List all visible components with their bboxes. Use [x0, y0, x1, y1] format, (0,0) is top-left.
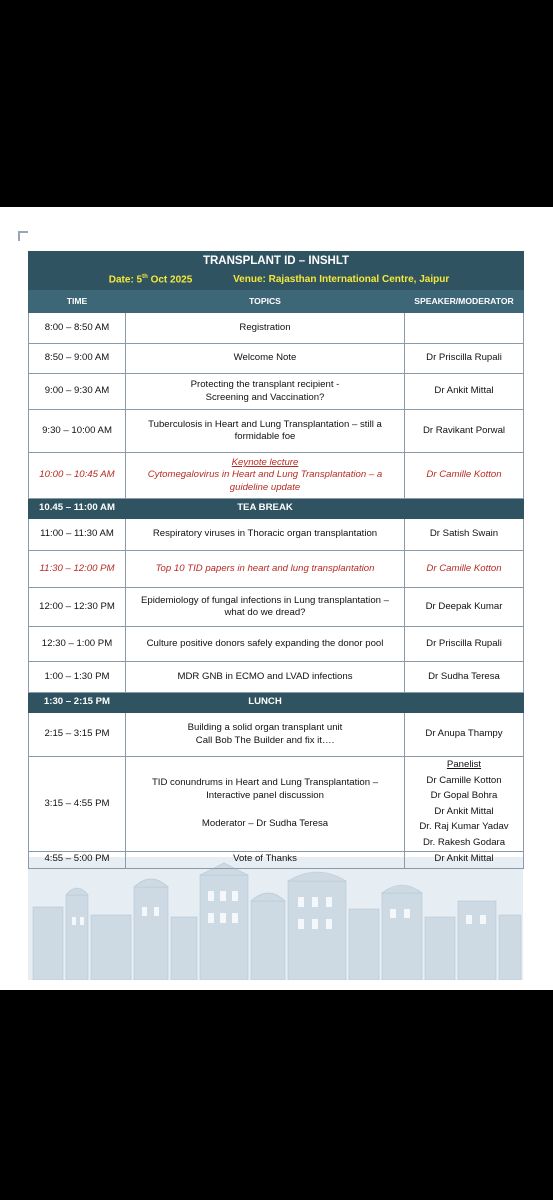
panel-speakers	[405, 757, 524, 852]
session-topic: Tuberculosis in Heart and Lung Transplantation – still a formidable foe	[126, 410, 405, 453]
column-headers	[29, 290, 524, 313]
session-speaker: Dr Ankit Mittal	[405, 374, 524, 410]
panelist-name: Dr Camille Kotton	[426, 774, 502, 786]
session-topic: MDR GNB in ECMO and LVAD infections	[126, 662, 405, 693]
session-speaker: Dr Ankit Mittal	[405, 851, 524, 868]
session-topic: Protecting the transplant recipient - Screening and Vaccination?	[126, 374, 405, 410]
session-time: 8:50 – 9:00 AM	[29, 344, 126, 374]
agenda-page	[0, 207, 553, 990]
session-speaker: Dr Deepak Kumar	[405, 588, 524, 627]
session-time: 2:15 – 3:15 PM	[29, 713, 126, 757]
title-row	[29, 252, 524, 272]
table-row	[29, 551, 524, 588]
table-row	[29, 757, 524, 852]
table-row	[29, 627, 524, 662]
session-topic: Epidemiology of fungal infections in Lung transplantation – what do we dread?	[126, 588, 405, 627]
table-row	[29, 519, 524, 551]
session-topic: Top 10 TID papers in heart and lung transplantation	[126, 551, 405, 588]
break-label: TEA BREAK	[126, 499, 405, 519]
session-topic: Registration	[126, 313, 405, 344]
break-row	[29, 499, 524, 519]
panelist-title: Panelist	[446, 759, 482, 770]
session-time: 9:30 – 10:00 AM	[29, 410, 126, 453]
table-row	[29, 713, 524, 757]
session-time: 11:30 – 12:00 PM	[29, 551, 126, 588]
break-row	[29, 693, 524, 713]
session-topic: Vote of Thanks	[126, 851, 405, 868]
table-row	[29, 851, 524, 868]
session-topic: Keynote lecture Cytomegalovirus in Heart and Lung Transplantation – a guideline update	[126, 453, 405, 499]
event-venue: Venue: Rajasthan International Centre, Jaipur	[233, 274, 450, 286]
table-row	[29, 588, 524, 627]
time-column-header: TIME	[29, 290, 126, 313]
session-time: 10:00 – 10:45 AM	[29, 453, 126, 499]
session-speaker: Dr Ravikant Porwal	[405, 410, 524, 453]
session-speaker: Dr Camille Kotton	[405, 551, 524, 588]
session-speaker: Dr Priscilla Rupali	[405, 627, 524, 662]
session-time: 3:15 – 4:55 PM	[29, 757, 126, 852]
speaker-column-header: SPEAKER/MODERATOR	[405, 290, 524, 313]
session-topic: Welcome Note	[126, 344, 405, 374]
table-row	[29, 313, 524, 344]
panelist-name: Dr. Raj Kumar Yadav	[419, 821, 509, 833]
session-time: 11:00 – 11:30 AM	[29, 519, 126, 551]
city-skyline-illustration	[28, 857, 523, 980]
session-time: 4:55 – 5:00 PM	[29, 851, 126, 868]
panelist-name: Dr Gopal Bohra	[430, 790, 498, 802]
panel-moderator: Moderator – Dr Sudha Teresa	[201, 817, 329, 829]
session-time: 9:00 – 9:30 AM	[29, 374, 126, 410]
session-speaker	[405, 313, 524, 344]
event-date: Date: 5th Oct 2025	[108, 273, 193, 286]
session-speaker: Dr Sudha Teresa	[405, 662, 524, 693]
table-row	[29, 374, 524, 410]
session-speaker: Dr Satish Swain	[405, 519, 524, 551]
session-time: 1:00 – 1:30 PM	[29, 662, 126, 693]
topics-column-header: TOPICS	[126, 290, 405, 313]
session-time: 12:00 – 12:30 PM	[29, 588, 126, 627]
panelist-name: Dr Ankit Mittal	[434, 805, 494, 817]
agenda-title: TRANSPLANT ID – INSHLT	[29, 252, 524, 272]
session-speaker: Dr Anupa Thampy	[405, 713, 524, 757]
corner-mark	[18, 231, 28, 241]
panelist-name: Dr. Rakesh Godara	[422, 836, 506, 848]
session-topic: Building a solid organ transplant unit Call Bob The Builder and fix it….	[126, 713, 405, 757]
keynote-label: Keynote lecture	[231, 457, 299, 469]
session-topic: Respiratory viruses in Thoracic organ transplantation	[126, 519, 405, 551]
break-label: LUNCH	[126, 693, 405, 713]
session-time: 12:30 – 1:00 PM	[29, 627, 126, 662]
table-row	[29, 410, 524, 453]
session-speaker: Dr Priscilla Rupali	[405, 344, 524, 374]
session-time: 10.45 – 11:00 AM	[29, 499, 126, 519]
session-speaker: Dr Camille Kotton	[405, 453, 524, 499]
date-venue-row	[29, 272, 524, 290]
session-time: 1:30 – 2:15 PM	[29, 693, 126, 713]
agenda-table	[28, 251, 524, 869]
table-row	[29, 662, 524, 693]
table-row	[29, 344, 524, 374]
table-row	[29, 453, 524, 499]
session-time: 8:00 – 8:50 AM	[29, 313, 126, 344]
session-topic: TID conundrums in Heart and Lung Transplantation – Interactive panel discussion Moderator – Dr Sudha Teresa	[126, 757, 405, 852]
session-topic: Culture positive donors safely expanding the donor pool	[126, 627, 405, 662]
